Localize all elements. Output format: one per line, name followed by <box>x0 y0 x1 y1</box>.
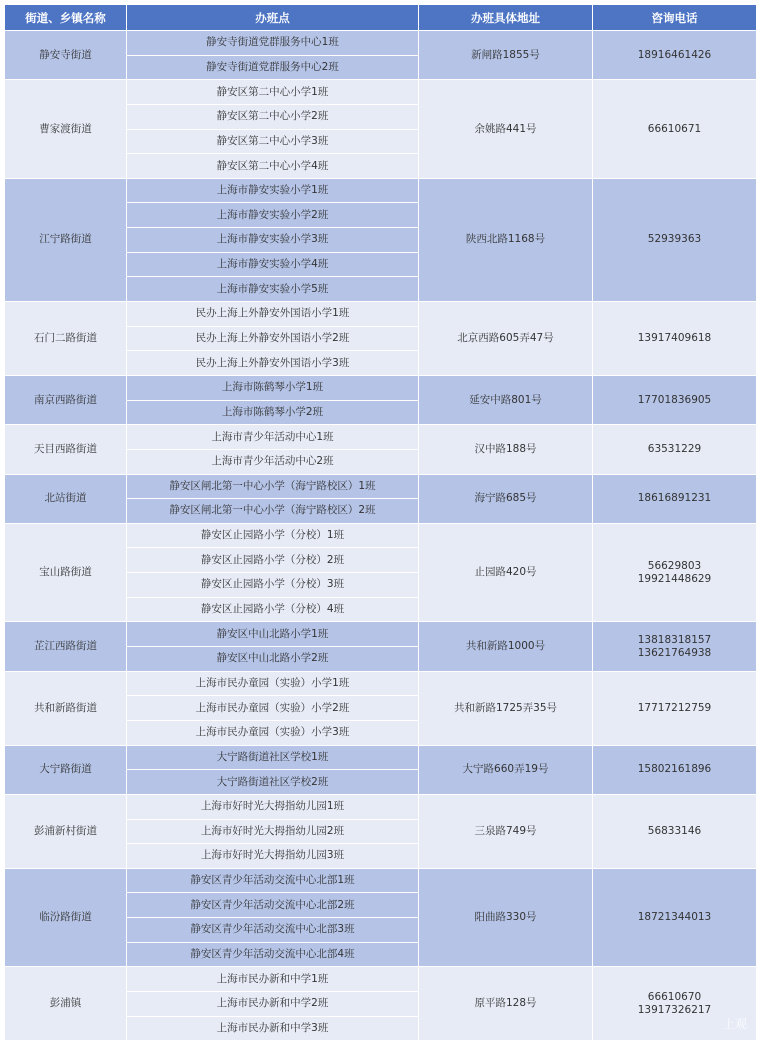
district-cell: 共和新路街道 <box>5 671 127 745</box>
address-cell: 阳曲路330号 <box>419 868 593 967</box>
address-cell: 共和新路1000号 <box>419 622 593 671</box>
district-cell: 静安寺街道 <box>5 31 127 80</box>
district-cell: 北站街道 <box>5 474 127 523</box>
watermark-logo: 上观 <box>722 1017 747 1031</box>
address-cell: 余姚路441号 <box>419 80 593 179</box>
phone-cell <box>593 425 757 474</box>
class-location-cell: 民办上海上外静安外国语小学3班 <box>127 351 419 376</box>
table-row <box>5 967 757 992</box>
table-row <box>5 375 757 400</box>
class-location-cell: 上海市民办新和中学3班 <box>127 1016 419 1041</box>
phone-cell <box>593 302 757 376</box>
class-location-cell: 上海市民办童园（实验）小学3班 <box>127 720 419 745</box>
header-row <box>5 5 757 31</box>
phone-number: 13818318157 <box>637 633 712 646</box>
phone-number: 66610671 <box>647 122 702 135</box>
table-row <box>5 671 757 696</box>
phone-cell <box>593 375 757 424</box>
class-location-cell: 静安区闸北第一中心小学（海宁路校区）2班 <box>127 499 419 524</box>
phone-cell <box>593 622 757 671</box>
header-address: 办班具体地址 <box>419 5 593 31</box>
phone-cell <box>593 745 757 794</box>
class-location-cell: 上海市静安实验小学5班 <box>127 277 419 302</box>
class-location-cell: 民办上海上外静安外国语小学2班 <box>127 326 419 351</box>
class-location-cell: 静安区青少年活动交流中心北部2班 <box>127 893 419 918</box>
address-cell: 原平路128号 <box>419 967 593 1041</box>
phone-number: 63531229 <box>647 442 702 455</box>
class-location-cell: 静安区第二中心小学4班 <box>127 154 419 179</box>
table-row <box>5 745 757 770</box>
class-location-cell: 上海市静安实验小学2班 <box>127 203 419 228</box>
district-cell: 彭浦镇 <box>5 967 127 1041</box>
class-location-cell: 静安区青少年活动交流中心北部4班 <box>127 942 419 967</box>
phone-number: 52939363 <box>647 233 702 246</box>
district-cell: 石门二路街道 <box>5 302 127 376</box>
phone-cell <box>593 31 757 80</box>
class-location-cell: 上海市陈鹤琴小学2班 <box>127 400 419 425</box>
class-location-cell: 静安寺街道党群服务中心2班 <box>127 55 419 80</box>
header-phone: 咨询电话 <box>593 5 757 31</box>
header-district: 街道、乡镇名称 <box>5 5 127 31</box>
phone-number: 19921448629 <box>637 572 712 585</box>
address-cell: 海宁路685号 <box>419 474 593 523</box>
district-cell: 曹家渡街道 <box>5 80 127 179</box>
district-cell: 江宁路街道 <box>5 178 127 301</box>
class-location-cell: 上海市静安实验小学3班 <box>127 228 419 253</box>
header-class-location: 办班点 <box>127 5 419 31</box>
class-location-cell: 上海市青少年活动中心1班 <box>127 425 419 450</box>
phone-cell <box>593 523 757 622</box>
phone-cell <box>593 671 757 745</box>
phone-number: 17717212759 <box>637 701 712 714</box>
address-cell: 止园路420号 <box>419 523 593 622</box>
class-location-cell: 静安寺街道党群服务中心1班 <box>127 31 419 56</box>
address-cell: 共和新路1725弄35号 <box>419 671 593 745</box>
class-location-cell: 上海市民办童园（实验）小学2班 <box>127 696 419 721</box>
phone-number: 18916461426 <box>637 48 712 61</box>
phone-cell <box>593 868 757 967</box>
table-row <box>5 80 757 105</box>
class-location-cell: 上海市民办新和中学2班 <box>127 991 419 1016</box>
class-location-cell: 大宁路街道社区学校1班 <box>127 745 419 770</box>
address-cell: 新闸路1855号 <box>419 31 593 80</box>
table-row <box>5 31 757 56</box>
class-location-cell: 上海市好时光大拇指幼儿园3班 <box>127 844 419 869</box>
district-cell: 彭浦新村街道 <box>5 794 127 868</box>
district-cell: 临汾路街道 <box>5 868 127 967</box>
phone-cell <box>593 178 757 301</box>
class-location-cell: 静安区青少年活动交流中心北部1班 <box>127 868 419 893</box>
class-location-cell: 静安区闸北第一中心小学（海宁路校区）1班 <box>127 474 419 499</box>
phone-number: 66610670 <box>647 990 702 1003</box>
phone-cell <box>593 80 757 179</box>
table-row <box>5 868 757 893</box>
table-body <box>5 31 757 1041</box>
class-location-cell: 静安区止园路小学（分校）1班 <box>127 523 419 548</box>
address-cell: 三泉路749号 <box>419 794 593 868</box>
phone-cell <box>593 794 757 868</box>
address-cell: 北京西路605弄47号 <box>419 302 593 376</box>
table-row <box>5 302 757 327</box>
class-location-cell: 静安区第二中心小学2班 <box>127 104 419 129</box>
district-cell: 宝山路街道 <box>5 523 127 622</box>
phone-number: 17701836905 <box>637 393 712 406</box>
table-row <box>5 622 757 647</box>
phone-number: 15802161896 <box>637 763 712 776</box>
table-row <box>5 178 757 203</box>
phone-cell <box>593 474 757 523</box>
class-location-cell: 静安区止园路小学（分校）2班 <box>127 548 419 573</box>
phone-number: 56833146 <box>647 824 702 837</box>
class-location-cell: 上海市民办新和中学1班 <box>127 967 419 992</box>
class-schedule-table <box>4 4 757 1041</box>
district-cell: 大宁路街道 <box>5 745 127 794</box>
class-location-cell: 上海市青少年活动中心2班 <box>127 449 419 474</box>
table-row <box>5 474 757 499</box>
address-cell: 延安中路801号 <box>419 375 593 424</box>
class-location-cell: 静安区第二中心小学1班 <box>127 80 419 105</box>
table-row <box>5 794 757 819</box>
phone-number: 56629803 <box>647 559 702 572</box>
district-cell: 天目西路街道 <box>5 425 127 474</box>
phone-number: 18616891231 <box>637 492 712 505</box>
class-location-cell: 民办上海上外静安外国语小学1班 <box>127 302 419 327</box>
address-cell: 汉中路188号 <box>419 425 593 474</box>
address-cell: 大宁路660弄19号 <box>419 745 593 794</box>
class-location-cell: 上海市陈鹤琴小学1班 <box>127 375 419 400</box>
class-location-cell: 上海市静安实验小学4班 <box>127 252 419 277</box>
class-location-cell: 静安区第二中心小学3班 <box>127 129 419 154</box>
class-location-cell: 上海市好时光大拇指幼儿园1班 <box>127 794 419 819</box>
phone-number: 13917326217 <box>637 1003 712 1016</box>
phone-number: 13917409618 <box>637 332 712 344</box>
class-location-cell: 静安区中山北路小学1班 <box>127 622 419 647</box>
phone-number: 13621764938 <box>637 646 712 659</box>
class-location-cell: 上海市好时光大拇指幼儿园2班 <box>127 819 419 844</box>
class-location-cell: 静安区青少年活动交流中心北部3班 <box>127 918 419 943</box>
class-location-cell: 大宁路街道社区学校2班 <box>127 770 419 795</box>
class-location-cell: 静安区止园路小学（分校）4班 <box>127 597 419 622</box>
phone-number: 18721344013 <box>637 911 712 924</box>
district-cell: 芷江西路街道 <box>5 622 127 671</box>
table-row <box>5 425 757 450</box>
class-location-cell: 上海市民办童园（实验）小学1班 <box>127 671 419 696</box>
class-location-cell: 静安区中山北路小学2班 <box>127 647 419 672</box>
class-location-cell: 静安区止园路小学（分校）3班 <box>127 573 419 598</box>
class-location-cell: 上海市静安实验小学1班 <box>127 178 419 203</box>
table-row <box>5 523 757 548</box>
district-cell: 南京西路街道 <box>5 375 127 424</box>
address-cell: 陕西北路1168号 <box>419 178 593 301</box>
